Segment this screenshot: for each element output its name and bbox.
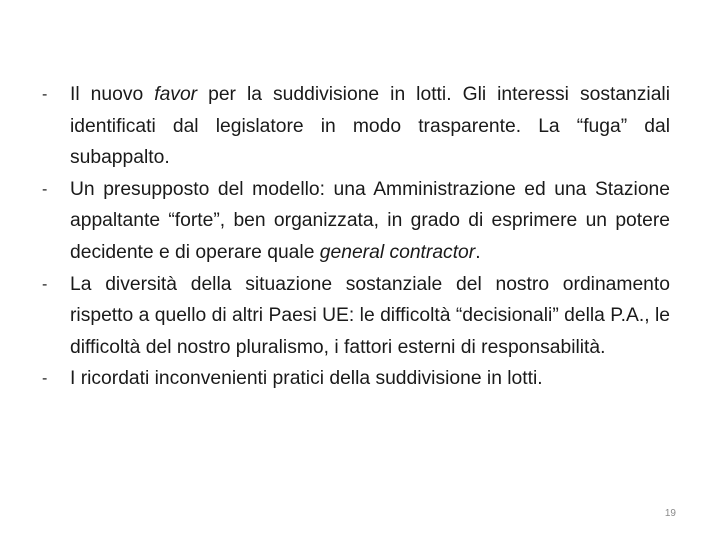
bullet-marker: - [42,180,48,198]
bullet-text-italic: favor [154,84,198,105]
bullet-text: . [475,241,481,263]
bullet-marker: - [42,86,48,103]
bullet-text: La diversità della situazione sostanziale del nostro ordinamento rispetto a quello di altri Paesi UE: le difficoltà “decisionali” della P.A., le difficoltà del nostro pluralismo, i fattori esterni di responsabilità. [70,273,670,358]
bullet-item-3 [42,269,670,364]
bullet-text: Un presupposto del modello: una Amministrazione ed una Stazione appaltante “forte”, ben organizzata, in grado di esprimere un potere decidente e di operare quale [70,178,670,263]
bullet-list [42,79,670,395]
bullet-item-1 [42,79,670,174]
bullet-marker: - [42,275,48,293]
bullet-item-2 [42,174,670,269]
bullet-text: per la suddivisione in lotti. Gli interessi sostanziali identificati dal legislatore in modo trasparente. La “fuga” dal subappalto. [70,84,670,169]
bullet-marker: - [42,370,48,388]
bullet-text: I ricordati inconvenienti pratici della suddivisione in lotti. [70,368,543,390]
page-number: 19 [664,508,676,519]
bullet-item-4 [42,363,670,395]
bullet-text-italic: general contractor [319,241,476,263]
bullet-text: Il nuovo [70,84,155,105]
